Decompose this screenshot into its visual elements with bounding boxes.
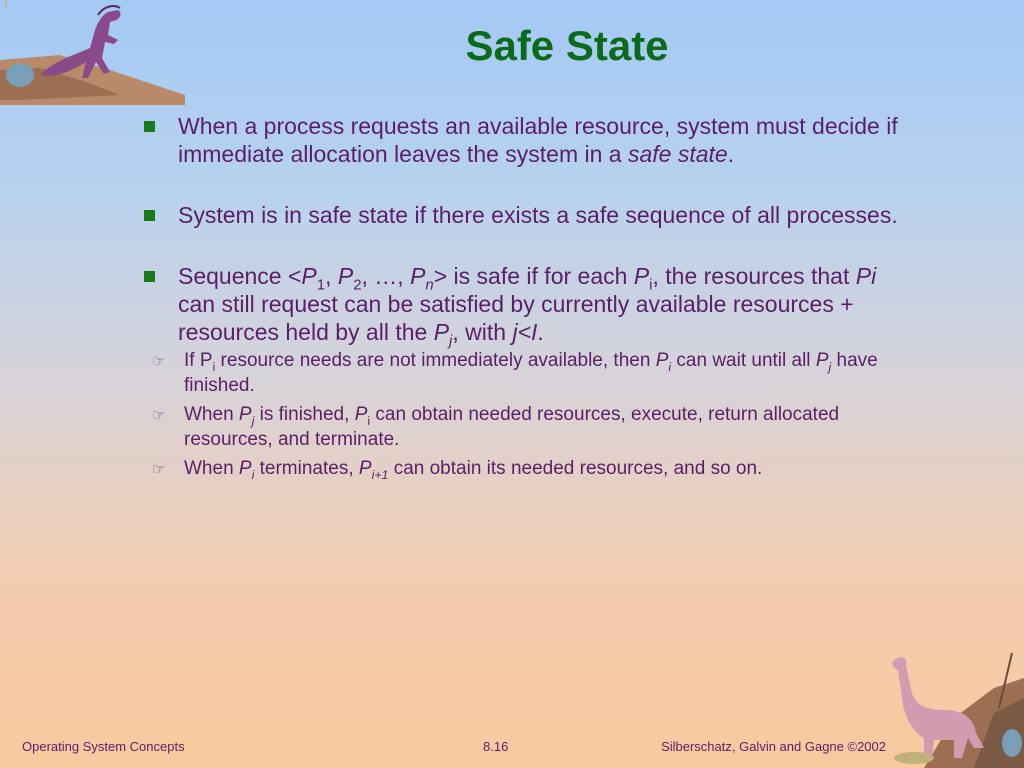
footer-copyright: Silberschatz, Galvin and Gagne ©2002 — [661, 739, 886, 754]
footer-course-title: Operating System Concepts — [22, 739, 185, 754]
sub-bullet-1: ☞ If $P_i$ resource needs are not immediately available, then $P_i$ can wait until all $P_j$ have finished. — [152, 350, 878, 396]
sub-bullet-3: ☞ When $P_i$ terminates, $P_{i+1}$ can obtain its needed resources, and so on. — [152, 458, 763, 482]
bullet-1: When a process requests an available resource, system must decide if immediate allocation leaves the system in a safe state. — [140, 112, 900, 168]
footer-page-number: 8.16 — [483, 739, 509, 754]
pointing-hand-icon: ☞ — [152, 461, 166, 478]
sub-bullet-list — [102, 348, 900, 481]
pointing-hand-icon: ☞ — [152, 407, 166, 424]
bullet-3: Sequence $<P_1$, $P_2$, …, $P_n>$ is safe if for each $P_i$, the resources that Pi can still request can be satisfied by currently available resources + resources held by all the $P_j$, with j<I. — [140, 262, 900, 346]
square-bullet-icon — [144, 271, 155, 282]
slide-title: Safe State — [465, 22, 669, 69]
square-bullet-icon — [144, 121, 155, 132]
bullet-list — [140, 112, 900, 485]
pointing-hand-icon: ☞ — [152, 353, 166, 370]
brontosaurus-illustration — [884, 648, 1024, 768]
square-bullet-icon — [144, 210, 155, 221]
bullet-2: System is in safe state if there exists a safe sequence of all processes. — [140, 201, 900, 229]
sub-bullet-2: ☞ When $P_j$ is finished, $P_i$ can obtain needed resources, execute, return allocated resources, and terminate. — [152, 404, 840, 450]
